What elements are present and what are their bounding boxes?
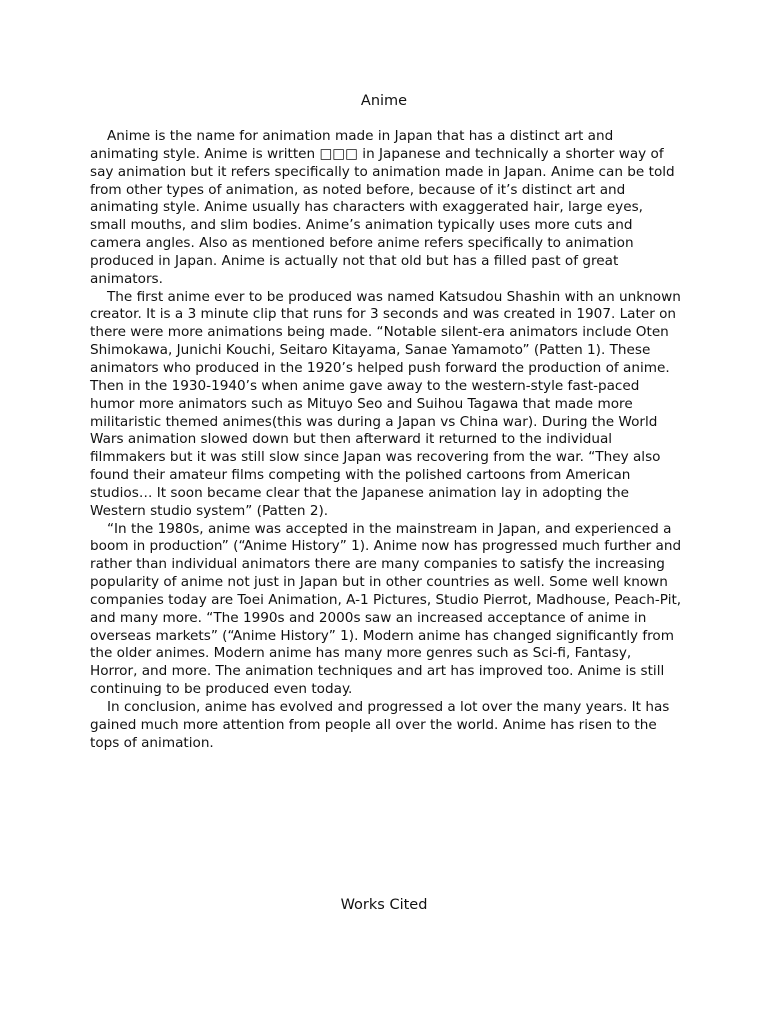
document-title: Anime	[360, 93, 408, 109]
works-cited-heading: Works Cited	[340, 897, 428, 913]
document-body	[90, 128, 682, 753]
paragraph-modern-anime: “In the 1980s, anime was accepted in the mainstream in Japan, and experienced a boom in production” (“Anime History” 1). Anime now has progressed much further and rather than individual animators there are many companies to satisfy the increasing popularity of anime not just in Japan but in other countries as well. Some well known companies today are Toei Animation, A-1 Pictures, Studio Pierrot, Madhouse, Peach-Pit, and many more. “The 1990s and 2000s saw an increased acceptance of anime in overseas markets” (“Anime History” 1). Modern anime has changed significantly from the older animes. Modern anime has many more genres such as Sci-fi, Fantasy, Horror, and more. The animation techniques and art has improved too. Anime is still continuing to be produced even today.	[90, 520, 682, 698]
paragraph-introduction: Anime is the name for animation made in Japan that has a distinct art and animating style. Anime is written □□□ in Japanese and technically a shorter way of say animation but it refers specifically to animation made in Japan. Anime can be told from other types of animation, as noted before, because of it’s distinct art and animating style. Anime usually has characters with exaggerated hair, large eyes, small mouths, and slim bodies. Anime’s animation typically uses more cuts and camera angles. Also as mentioned before anime refers specifically to animation produced in Japan. Anime is actually not that old but has a filled past of great animators.	[90, 128, 675, 287]
paragraph-history: The first anime ever to be produced was named Katsudou Shashin with an unknown creator. It is a 3 minute clip that runs for 3 seconds and was created in 1907. Later on there were more animations being made. “Notable silent-era animators include Oten Shimokawa, Junichi Kouchi, Seitaro Kitayama, Sanae Yamamoto” (Patten 1). These animators who produced in the 1920’s helped push forward the production of anime. Then in the 1930-1940’s when anime gave away to the western-style fast-paced humor more animators such as Mituyo Seo and Suihou Tagawa that made more militaristic themed animes(this was during a Japan vs China war). During the World Wars animation slowed down but then afterward it returned to the individual filmmakers but it was still slow since Japan was recovering from the war. “They also found their amateur films competing with the polished cartoons from American studios… It soon became clear that the Japanese animation lay in adopting the Western studio system” (Patten 2).	[90, 288, 681, 519]
paragraph-conclusion: In conclusion, anime has evolved and progressed a lot over the many years. It has gained much more attention from people all over the world. Anime has risen to the tops of animation.	[90, 699, 670, 751]
